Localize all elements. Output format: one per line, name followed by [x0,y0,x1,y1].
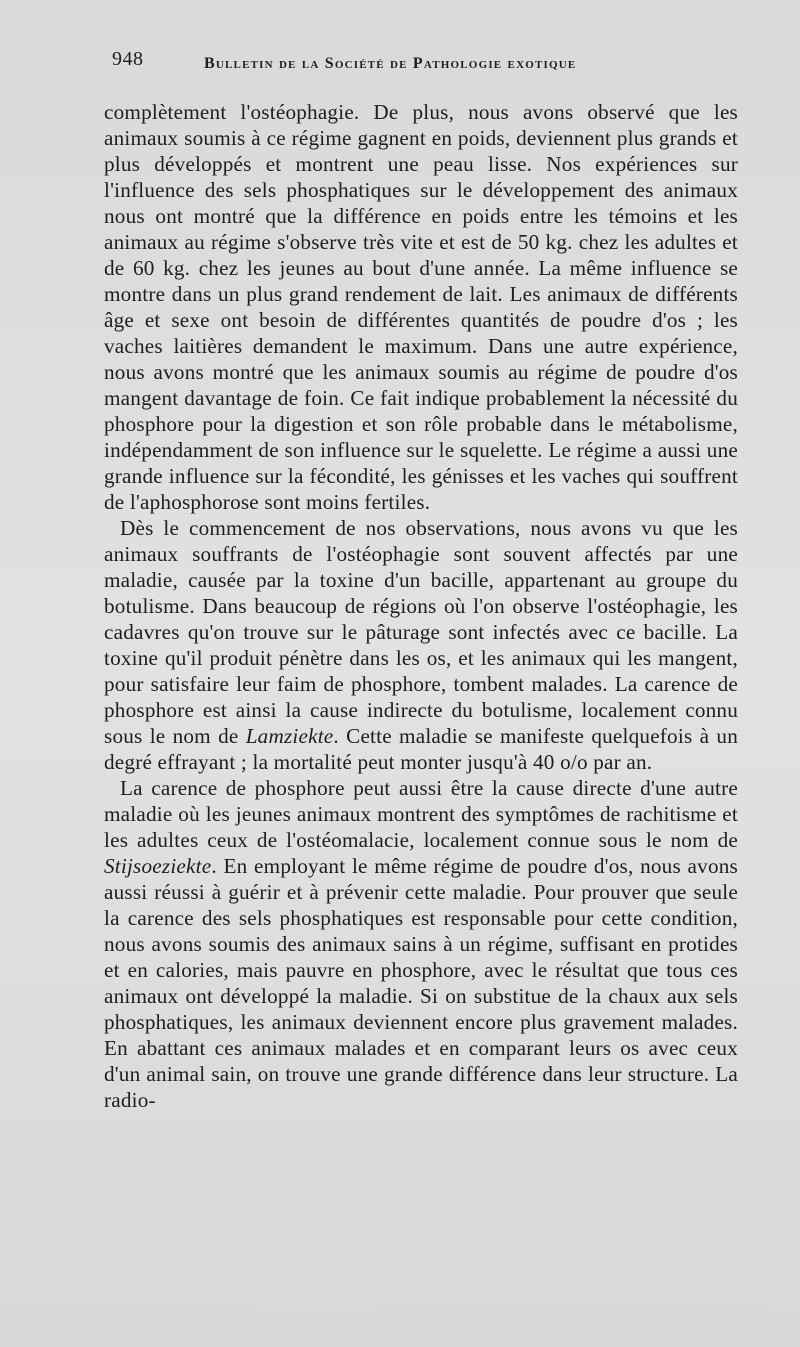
paragraph-2 [104,515,738,775]
paragraph-text: Dès le commencement de nos observations, nous avons vu que les animaux souffrants de l'ostéophagie sont souvent affectés par une maladie, causée par la toxine d'un bacille, appartenant au groupe du botulisme. Dans beaucoup de régions où l'on observe l'ostéophagie, les cadavres qu'on trouve sur le pâturage sont infectés avec ce bacille. La toxine qu'il produit pénètre dans les os, et les animaux qui les mangent, pour satisfaire leur faim de phosphore, tombent malades. La carence de phosphore est ainsi la cause indirecte du botulisme, localement connu sous le nom de [104,516,738,748]
paragraph-text: La carence de phosphore peut aussi être la cause directe d'une autre maladie où les jeunes animaux montrent des symptômes de rachitisme et les adultes ceux de l'ostéomalacie, localement connue sous le nom de [104,776,738,852]
paragraph-1 [104,99,738,515]
page-number: 948 [112,48,144,70]
running-title: Bulletin de la Société de Pathologie exotique [204,55,577,72]
paragraph-text: . En employant le même régime de poudre d'os, nous avons aussi réussi à guérir et à prévenir cette maladie. Pour prouver que seule la carence des sels phosphatiques est responsable pour cette condition, nous avons soumis des animaux sains à un régime, suffisant en protides et en calories, mais pauvre en phosphore, avec le résultat que tous ces animaux ont développé la maladie. Si on substitue de la chaux aux sels phosphatiques, les animaux deviennent encore plus gravement malades. En abattant ces animaux malades et en comparant leurs os avec ceux d'un animal sain, on trouve une grande différence dans leur structure. La radio- [104,854,738,1112]
article-body [104,99,738,1113]
paragraph-3 [104,775,738,1113]
paragraph-text: complètement l'ostéophagie. De plus, nous avons observé que les animaux soumis à ce régime gagnent en poids, deviennent plus grands et plus développés et montrent une peau lisse. Nos expériences sur l'influence des sels phosphatiques sur le développement des animaux nous ont montré que la différence en poids entre les témoins et les animaux au régime s'observe très vite et est de 50 kg. chez les adultes et de 60 kg. chez les jeunes au bout d'une année. La même influence se montre dans un plus grand rendement de lait. Les animaux de différents âge et sexe ont besoin de différentes quantités de poudre d'os ; les vaches laitières demandent le maximum. Dans une autre expérience, nous avons montré que les animaux soumis au régime de poudre d'os mangent davantage de foin. Ce fait indique probablement la nécessité du phosphore pour la digestion et son rôle probable dans le métabolisme, indépendamment de son influence sur le squelette. Le régime a aussi une grande influence sur la fécondité, les génisses et les vaches qui souffrent de l'aphosphorose sont moins fertiles. [104,100,738,514]
paragraph-text: . Cette maladie se manifeste quelquefois à un degré effrayant ; la mortalité peut monter jusqu'à 40 o/o par an. [104,724,738,774]
page-header [104,48,770,84]
disease-name-italic: Lamziekte [245,724,334,748]
disease-name-italic: Stijsoeziekte [104,854,212,878]
